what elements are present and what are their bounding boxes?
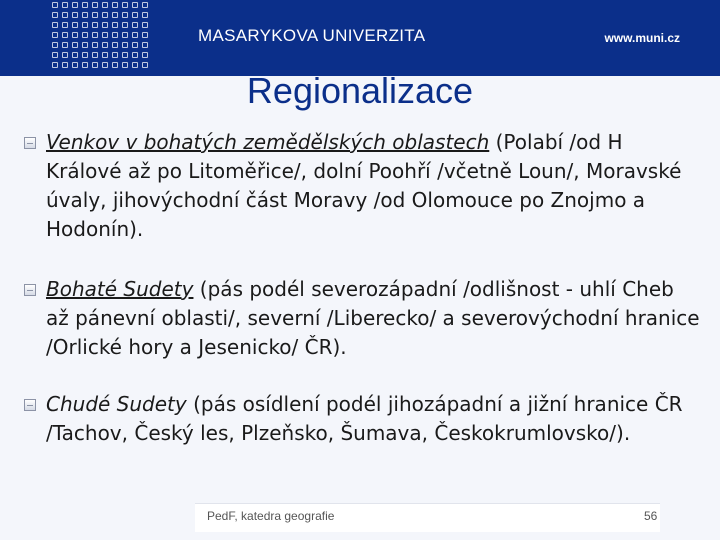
bullet-text — [22, 128, 702, 244]
footer-text: PedF, katedra geografie — [207, 509, 335, 523]
page-number: 56 — [644, 509, 658, 523]
bullet-rest: (Polabí /od H Králové až po Litoměřice/, dolní Poohří /včetně Loun/, Moravské úvaly, jihovýchodní část Moravy /od Olomouce po Znojmo a Hodonín). — [46, 130, 682, 241]
bullet-rest: (pás podél severozápadní /odlišnost - uhlí Cheb až pánevní oblasti/, severní /Liberecko/ a severovýchodní hranice /Orlické hory a Jesenicko/ ČR). — [46, 277, 700, 359]
bullet-item — [22, 128, 702, 244]
bullet-lead: Venkov v bohatých zemědělských oblastech — [46, 130, 490, 154]
university-logo-icon — [52, 0, 164, 78]
bullet-lead: Chudé Sudety — [46, 392, 187, 416]
bullet-text — [22, 275, 702, 362]
bullet-item — [22, 275, 702, 362]
bullet-icon — [24, 284, 36, 296]
bullet-rest: (pás osídlení podél jihozápadní a jižní hranice ČR /Tachov, Český les, Plzeňsko, Šumava, Českokrumlovsko/). — [46, 392, 683, 445]
bullet-text — [22, 390, 702, 448]
website-link: www.muni.cz — [604, 31, 680, 45]
university-name: MASARYKOVA UNIVERZITA — [198, 26, 426, 45]
slide-title: Regionalizace — [246, 70, 474, 111]
bullet-lead: Bohaté Sudety — [46, 277, 194, 301]
bullet-icon — [24, 137, 36, 149]
bullet-item — [22, 390, 702, 448]
header-bar — [0, 0, 720, 76]
bullet-icon — [24, 399, 36, 411]
